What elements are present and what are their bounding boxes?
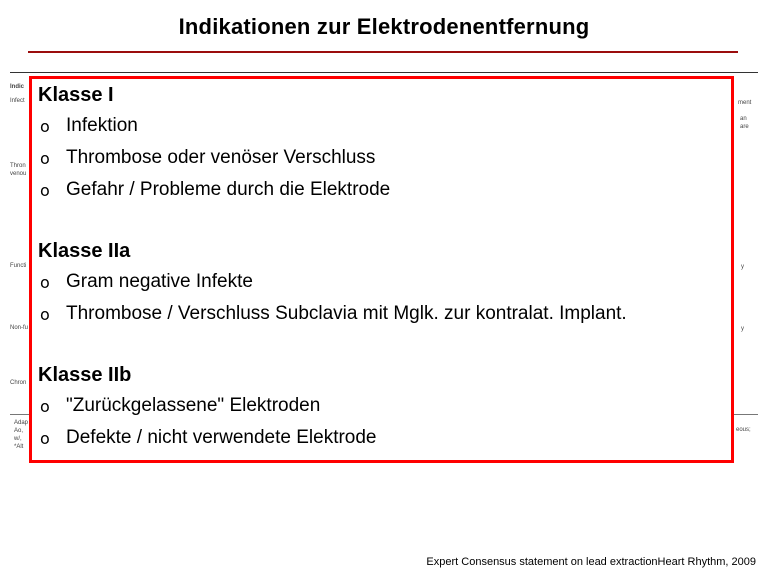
bullet-icon: o	[40, 148, 50, 168]
table-fragment: y	[741, 264, 744, 270]
list-item	[38, 298, 728, 330]
table-fragment: Non-fu	[10, 325, 29, 331]
table-fragment: Functi	[10, 263, 27, 269]
table-fragment: Chron	[10, 380, 27, 386]
section-spacer	[38, 330, 728, 360]
table-fragment: Ao,	[14, 428, 24, 434]
bullet-icon: o	[40, 180, 50, 200]
bullet-icon: o	[40, 428, 50, 448]
list-item-text: Defekte / nicht verwendete Elektrode	[66, 427, 377, 448]
table-fragment: are	[740, 124, 749, 130]
source-citation: Expert Consensus statement on lead extractionHeart Rhythm, 2009	[426, 556, 756, 568]
class-heading: Klasse IIa	[38, 240, 131, 262]
list-item-text: Gram negative Infekte	[66, 271, 253, 292]
table-fragment: Indic	[10, 84, 25, 90]
table-fragment: venou	[10, 171, 27, 177]
table-fragment: Thron	[10, 163, 26, 169]
table-fragment: eous;	[736, 427, 751, 433]
list-item	[38, 390, 728, 422]
indication-list	[38, 80, 728, 454]
class-heading: Klasse IIb	[38, 364, 132, 386]
title-rule	[28, 51, 738, 53]
table-rule	[10, 72, 758, 73]
slide-title: Indikationen zur Elektrodenentfernung	[178, 14, 590, 39]
bullet-icon: o	[40, 304, 50, 324]
table-fragment: y	[741, 326, 744, 332]
list-item	[38, 110, 728, 142]
bullet-icon: o	[40, 396, 50, 416]
bullet-icon: o	[40, 272, 50, 292]
table-fragment: ment	[738, 100, 752, 106]
list-item-text: "Zurückgelassene" Elektroden	[66, 395, 321, 416]
list-item	[38, 266, 728, 298]
class-heading: Klasse I	[38, 84, 114, 106]
list-item-text: Gefahr / Probleme durch die Elektrode	[66, 179, 391, 200]
list-item	[38, 174, 728, 206]
table-fragment: Infect	[10, 98, 25, 104]
list-item-text: Thrombose / Verschluss Subclavia mit Mglk. zur kontralat. Implant.	[66, 303, 627, 324]
list-item	[38, 422, 728, 454]
list-item	[38, 142, 728, 174]
table-fragment: w/,	[14, 436, 22, 442]
list-item-text: Infektion	[66, 115, 138, 136]
table-fragment: an	[740, 116, 747, 122]
section-spacer	[38, 206, 728, 236]
list-item-text: Thrombose oder venöser Verschluss	[66, 147, 376, 168]
table-fragment: *Alt	[14, 444, 24, 450]
bullet-icon: o	[40, 116, 50, 136]
table-fragment: Adap	[14, 420, 29, 426]
